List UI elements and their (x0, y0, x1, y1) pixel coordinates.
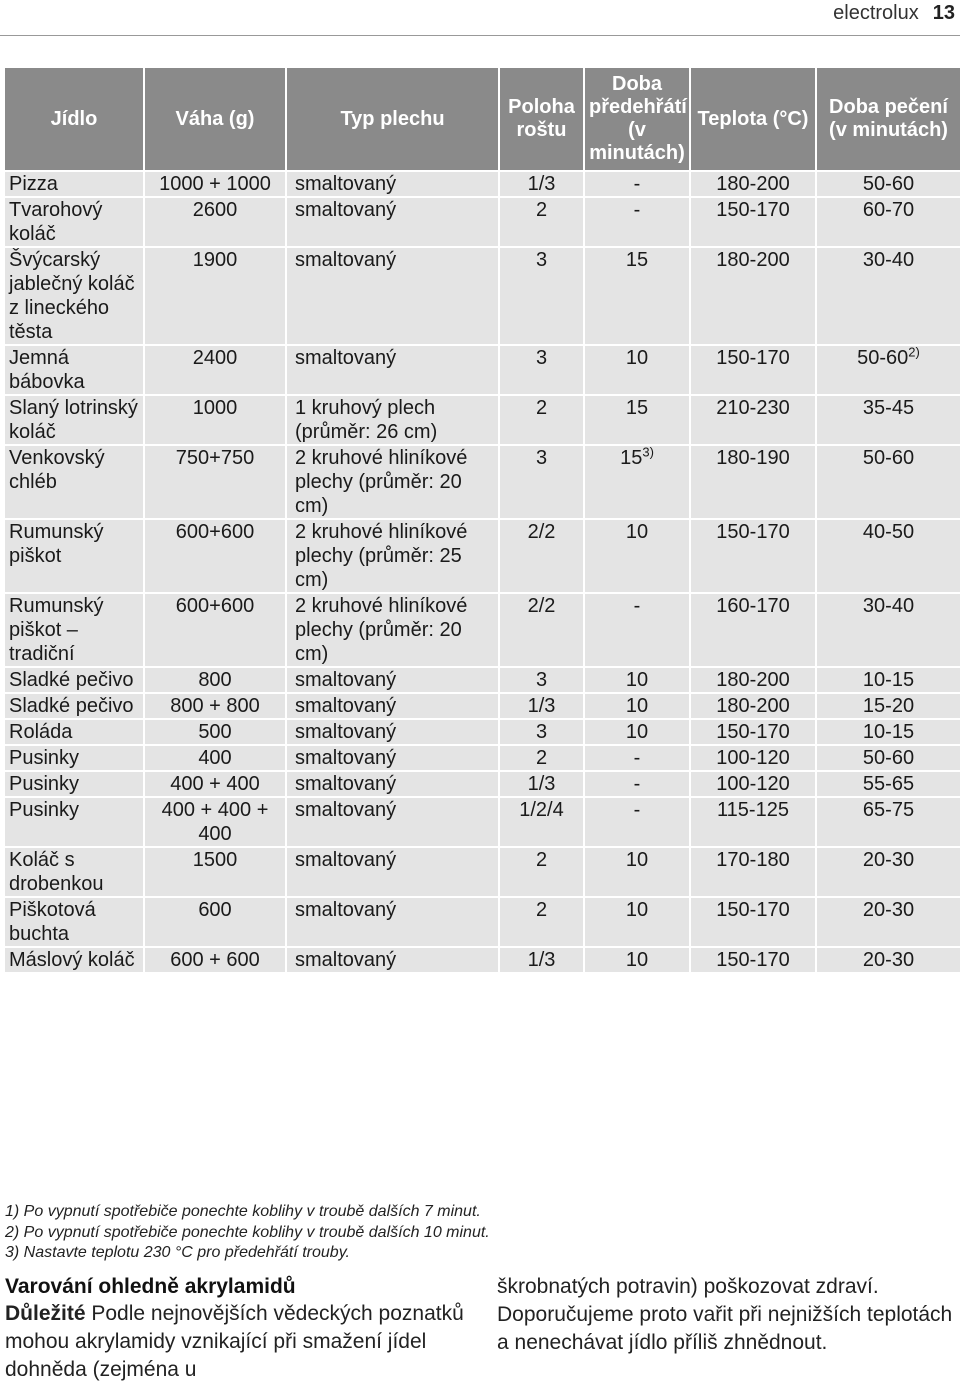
cell-food (5, 518, 145, 592)
cell-preheat-text: 15 (625, 397, 649, 419)
cell-preheat-text: 10 (625, 521, 649, 543)
footnote-reference: 3) (642, 444, 654, 460)
cell-weight (145, 770, 287, 796)
column-header-preheat: Doba předehřátí (v minutách) (585, 68, 691, 170)
cell-baking-time-text: 50-60 (862, 747, 915, 769)
cell-tray (287, 246, 500, 344)
column-header-level: Poloha roštu (500, 68, 585, 170)
cell-temperature-text: 150-170 (716, 899, 790, 921)
cell-weight (145, 592, 287, 666)
cell-food-text: Pusinky (9, 799, 80, 821)
cell-tray-text: smaltovaný (295, 173, 397, 195)
cell-baking-time-text: 40-50 (862, 521, 915, 543)
cell-baking-time-text: 30-40 (862, 595, 915, 617)
cell-baking-time (817, 846, 960, 896)
cell-baking-time-text: 30-40 (862, 249, 915, 271)
warning-body-left: Podle nejnovějších vědeckých poznatků mohou akrylamidy vznikající při smažení jídel dohněda (zejména u (5, 1302, 464, 1381)
cell-weight-text: 1500 (192, 849, 238, 871)
table-row (5, 518, 960, 592)
cell-temperature (691, 770, 817, 796)
column-header-weight: Váha (g) (145, 68, 287, 170)
cell-food-text: Pusinky (9, 747, 80, 769)
cell-temperature-text: 180-200 (716, 669, 790, 691)
cell-weight-text: 600 (198, 899, 232, 921)
warning-title: Varování ohledně akrylamidů (5, 1275, 296, 1298)
cell-food (5, 796, 145, 846)
cell-baking-time (817, 592, 960, 666)
cell-temperature-text: 115-125 (717, 799, 789, 821)
cell-level (500, 170, 585, 196)
cell-baking-time (817, 744, 960, 770)
cell-baking-time-text: 50-60 (862, 447, 915, 469)
cell-preheat-text: 15 (625, 249, 649, 271)
cell-temperature-text: 180-200 (716, 249, 790, 271)
cell-baking-time (817, 666, 960, 692)
cell-preheat-text: 10 (625, 849, 649, 871)
cell-weight-text: 400 + 400 (170, 773, 260, 795)
cell-food-text: Rumunský piškot (9, 521, 104, 567)
cell-weight-text: 400 (198, 747, 232, 769)
cell-tray-text: smaltovaný (295, 949, 397, 971)
cell-temperature-text: 210-230 (716, 397, 790, 419)
table-row (5, 744, 960, 770)
cell-food (5, 444, 145, 518)
table-row (5, 896, 960, 946)
cell-food-text: Sladké pečivo (9, 669, 134, 691)
cell-preheat-text: - (633, 747, 641, 769)
cell-level-text: 1/3 (527, 695, 556, 717)
cell-temperature (691, 946, 817, 972)
cell-temperature-text: 180-200 (716, 173, 790, 195)
cell-preheat (585, 796, 691, 846)
cell-preheat-text: 10 (625, 949, 649, 971)
baking-table-container (5, 68, 960, 972)
table-row (5, 592, 960, 666)
cell-weight-text: 750+750 (175, 447, 255, 469)
cell-temperature-text: 100-120 (716, 773, 790, 795)
cell-weight (145, 196, 287, 246)
table-row (5, 946, 960, 972)
cell-level-text: 3 (535, 447, 548, 469)
cell-tray-text: smaltovaný (295, 347, 397, 369)
cell-preheat (585, 692, 691, 718)
cell-level-text: 2 (535, 199, 548, 221)
table-row (5, 796, 960, 846)
cell-tray (287, 796, 500, 846)
cell-food-text: Slaný lotrinský koláč (9, 397, 138, 443)
cell-temperature-text: 100-120 (716, 747, 790, 769)
cell-weight-text: 600+600 (175, 595, 255, 617)
cell-baking-time (817, 170, 960, 196)
cell-level-text: 2 (535, 899, 548, 921)
cell-temperature-text: 150-170 (716, 949, 790, 971)
cell-food (5, 692, 145, 718)
table-row (5, 846, 960, 896)
warning-text-left (5, 1300, 475, 1384)
table-row (5, 770, 960, 796)
cell-preheat (585, 196, 691, 246)
cell-preheat-text: 10 (625, 347, 649, 369)
cell-food-text: Máslový koláč (9, 949, 135, 971)
cell-tray-text: 2 kruhové hliníkové plechy (průměr: 20 cm) (295, 595, 468, 665)
table-row (5, 666, 960, 692)
cell-baking-time-text: 55-65 (862, 773, 915, 795)
cell-weight-text: 600 + 600 (170, 949, 260, 971)
cell-tray (287, 592, 500, 666)
cell-temperature (691, 666, 817, 692)
cell-temperature (691, 394, 817, 444)
warning-right-column (497, 1273, 957, 1357)
cell-level-text: 2 (535, 849, 548, 871)
cell-temperature (691, 444, 817, 518)
cell-food (5, 592, 145, 666)
cell-temperature (691, 718, 817, 744)
cell-weight-text: 1000 (192, 397, 238, 419)
cell-food (5, 344, 145, 394)
cell-food-text: Rumunský piškot – tradiční (9, 595, 104, 665)
cell-level (500, 666, 585, 692)
cell-baking-time-text: 15-20 (862, 695, 915, 717)
cell-baking-time (817, 518, 960, 592)
cell-baking-time (817, 770, 960, 796)
cell-food-text: Koláč s drobenkou (9, 849, 104, 895)
cell-temperature (691, 744, 817, 770)
cell-temperature-text: 180-200 (716, 695, 790, 717)
warning-text-right: škrobnatých potravin) poškozovat zdraví. Doporučujeme proto vařit při nejnižších teplotách a nenechávat jídlo příliš zhnědnout. (497, 1275, 953, 1354)
cell-temperature (691, 592, 817, 666)
cell-temperature (691, 846, 817, 896)
cell-level (500, 344, 585, 394)
cell-preheat (585, 744, 691, 770)
footnote-2: 2) Po vypnutí spotřebiče ponechte koblihy v troubě dalších 10 minut. (5, 1223, 490, 1241)
cell-tray (287, 770, 500, 796)
cell-level (500, 692, 585, 718)
cell-tray-text: smaltovaný (295, 199, 397, 221)
cell-tray (287, 846, 500, 896)
cell-level-text: 1/3 (527, 773, 556, 795)
cell-tray (287, 170, 500, 196)
cell-temperature (691, 796, 817, 846)
cell-tray-text: 2 kruhové hliníkové plechy (průměr: 20 cm) (295, 447, 468, 517)
cell-temperature-text: 160-170 (716, 595, 790, 617)
cell-weight (145, 744, 287, 770)
footnote-reference: 2) (908, 344, 920, 360)
cell-weight (145, 394, 287, 444)
cell-preheat (585, 666, 691, 692)
cell-level (500, 518, 585, 592)
cell-preheat-text: - (633, 799, 641, 821)
cell-level-text: 3 (535, 347, 548, 369)
cell-preheat-text: 10 (625, 669, 649, 691)
table-row (5, 246, 960, 344)
cell-baking-time-text: 35-45 (862, 397, 915, 419)
cell-food-text: Roláda (9, 721, 73, 743)
cell-food (5, 666, 145, 692)
cell-level (500, 246, 585, 344)
cell-weight (145, 718, 287, 744)
cell-tray (287, 444, 500, 518)
cell-preheat-text: 15 (620, 447, 643, 469)
cell-preheat (585, 344, 691, 394)
cell-tray (287, 896, 500, 946)
cell-baking-time-text: 20-30 (862, 949, 915, 971)
cell-level (500, 718, 585, 744)
cell-preheat-text: - (633, 173, 641, 195)
column-header-food: Jídlo (5, 68, 145, 170)
cell-food (5, 170, 145, 196)
cell-food (5, 896, 145, 946)
cell-baking-time-text: 20-30 (862, 849, 915, 871)
cell-weight-text: 2600 (192, 199, 238, 221)
cell-level-text: 1/3 (527, 173, 556, 195)
cell-food-text: Tvarohový koláč (9, 199, 103, 245)
cell-weight (145, 692, 287, 718)
table-header-row (5, 68, 960, 170)
warning-left-column (5, 1273, 475, 1384)
cell-level (500, 796, 585, 846)
cell-tray-text: smaltovaný (295, 747, 397, 769)
cell-food-text: Piškotová buchta (9, 899, 96, 945)
table-row (5, 394, 960, 444)
table-row (5, 718, 960, 744)
cell-baking-time-text: 20-30 (862, 899, 915, 921)
cell-food-text: Venkovský chléb (9, 447, 105, 493)
cell-baking-time (817, 692, 960, 718)
cell-preheat (585, 718, 691, 744)
cell-food-text: Sladké pečivo (9, 695, 134, 717)
cell-preheat (585, 770, 691, 796)
cell-food (5, 946, 145, 972)
column-header-baking-time: Doba pečení (v minutách) (817, 68, 960, 170)
cell-baking-time (817, 444, 960, 518)
cell-weight-text: 1000 + 1000 (159, 173, 271, 195)
cell-weight-text: 600+600 (175, 521, 255, 543)
cell-weight (145, 518, 287, 592)
cell-temperature-text: 150-170 (716, 521, 790, 543)
cell-preheat (585, 444, 691, 518)
cell-food (5, 246, 145, 344)
cell-weight (145, 846, 287, 896)
footnote-1: 1) Po vypnutí spotřebiče ponechte koblihy v troubě dalších 7 minut. (5, 1203, 481, 1220)
cell-temperature (691, 170, 817, 196)
cell-preheat (585, 246, 691, 344)
table-row (5, 444, 960, 518)
cell-baking-time (817, 946, 960, 972)
cell-tray (287, 344, 500, 394)
cell-level (500, 896, 585, 946)
cell-level (500, 770, 585, 796)
cell-food (5, 196, 145, 246)
cell-baking-time (817, 196, 960, 246)
cell-preheat-text: 10 (625, 721, 649, 743)
brand-name: electrolux (833, 1, 919, 24)
column-header-tray: Typ plechu (287, 68, 500, 170)
cell-weight (145, 444, 287, 518)
footnote-3: 3) Nastavte teplotu 230 °C pro předehřátí trouby. (5, 1244, 350, 1261)
cell-tray (287, 394, 500, 444)
table-row (5, 170, 960, 196)
baking-table (5, 68, 960, 972)
cell-food-text: Jemná bábovka (9, 347, 85, 393)
cell-temperature-text: 150-170 (716, 347, 790, 369)
cell-tray (287, 518, 500, 592)
cell-tray-text: smaltovaný (295, 249, 397, 271)
cell-level-text: 2 (535, 747, 548, 769)
cell-baking-time (817, 896, 960, 946)
cell-tray (287, 946, 500, 972)
cell-tray-text: smaltovaný (295, 799, 397, 821)
table-row (5, 196, 960, 246)
cell-preheat-text: 10 (625, 695, 649, 717)
cell-level-text: 3 (535, 249, 548, 271)
cell-temperature (691, 896, 817, 946)
cell-tray-text: smaltovaný (295, 849, 397, 871)
cell-preheat (585, 394, 691, 444)
cell-level (500, 394, 585, 444)
footnotes (5, 1202, 490, 1264)
cell-tray-text: smaltovaný (295, 669, 397, 691)
cell-tray (287, 718, 500, 744)
cell-tray (287, 666, 500, 692)
cell-food-text: Pizza (9, 173, 58, 195)
cell-temperature (691, 196, 817, 246)
cell-level-text: 2/2 (527, 595, 556, 617)
cell-level-text: 1/2/4 (519, 799, 564, 821)
page-header (833, 0, 960, 26)
cell-level-text: 2 (535, 397, 548, 419)
page-number: 13 (932, 1, 955, 24)
cell-weight-text: 2400 (192, 347, 238, 369)
cell-level (500, 444, 585, 518)
cell-weight (145, 246, 287, 344)
cell-temperature-text: 150-170 (716, 721, 790, 743)
cell-temperature (691, 344, 817, 394)
cell-weight (145, 344, 287, 394)
cell-food-text: Pusinky (9, 773, 80, 795)
table-row (5, 692, 960, 718)
column-header-temperature: Teplota (°C) (691, 68, 817, 170)
cell-weight (145, 896, 287, 946)
cell-tray-text: smaltovaný (295, 899, 397, 921)
cell-temperature (691, 518, 817, 592)
header-rule (0, 35, 960, 36)
cell-weight (145, 170, 287, 196)
cell-baking-time (817, 246, 960, 344)
cell-level (500, 744, 585, 770)
cell-preheat (585, 592, 691, 666)
cell-level-text: 2/2 (527, 521, 556, 543)
cell-weight-text: 800 (198, 669, 232, 691)
cell-tray-text: 1 kruhový plech (průměr: 26 cm) (295, 397, 438, 443)
table-row (5, 344, 960, 394)
cell-baking-time-text: 10-15 (862, 721, 915, 743)
cell-weight-text: 800 + 800 (170, 695, 260, 717)
cell-baking-time-text: 50-60 (857, 347, 909, 369)
cell-preheat-text: 10 (625, 899, 649, 921)
cell-preheat (585, 946, 691, 972)
cell-tray-text: smaltovaný (295, 721, 397, 743)
cell-weight (145, 666, 287, 692)
cell-temperature (691, 692, 817, 718)
cell-level (500, 846, 585, 896)
cell-baking-time (817, 718, 960, 744)
cell-weight-text: 500 (198, 721, 232, 743)
cell-level (500, 592, 585, 666)
cell-baking-time-text: 60-70 (862, 199, 915, 221)
cell-baking-time (817, 394, 960, 444)
cell-preheat (585, 170, 691, 196)
cell-level-text: 1/3 (527, 949, 556, 971)
cell-level (500, 196, 585, 246)
cell-baking-time-text: 50-60 (862, 173, 915, 195)
cell-temperature-text: 170-180 (716, 849, 790, 871)
cell-tray (287, 744, 500, 770)
cell-baking-time (817, 344, 960, 394)
cell-preheat (585, 518, 691, 592)
cell-weight-text: 400 + 400 + 400 (161, 799, 269, 845)
cell-preheat (585, 896, 691, 946)
cell-level (500, 946, 585, 972)
cell-food (5, 718, 145, 744)
cell-tray-text: smaltovaný (295, 695, 397, 717)
cell-temperature-text: 150-170 (716, 199, 790, 221)
warning-lead: Důležité (5, 1302, 86, 1325)
cell-preheat-text: - (633, 773, 641, 795)
cell-baking-time-text: 10-15 (862, 669, 915, 691)
cell-temperature (691, 246, 817, 344)
cell-level-text: 3 (535, 669, 548, 691)
cell-food (5, 394, 145, 444)
cell-food (5, 846, 145, 896)
cell-temperature-text: 180-190 (716, 447, 790, 469)
cell-preheat-text: - (633, 595, 641, 617)
cell-tray (287, 196, 500, 246)
cell-level-text: 3 (535, 721, 548, 743)
cell-baking-time-text: 65-75 (862, 799, 915, 821)
cell-weight (145, 946, 287, 972)
table-body (5, 170, 960, 972)
cell-food-text: Švýcarský jablečný koláč z lineckého těsta (9, 249, 135, 343)
cell-baking-time (817, 796, 960, 846)
cell-tray (287, 692, 500, 718)
cell-food (5, 744, 145, 770)
cell-preheat (585, 846, 691, 896)
cell-preheat-text: - (633, 199, 641, 221)
cell-tray-text: smaltovaný (295, 773, 397, 795)
cell-weight (145, 796, 287, 846)
cell-tray-text: 2 kruhové hliníkové plechy (průměr: 25 cm) (295, 521, 468, 591)
cell-food (5, 770, 145, 796)
cell-weight-text: 1900 (192, 249, 238, 271)
